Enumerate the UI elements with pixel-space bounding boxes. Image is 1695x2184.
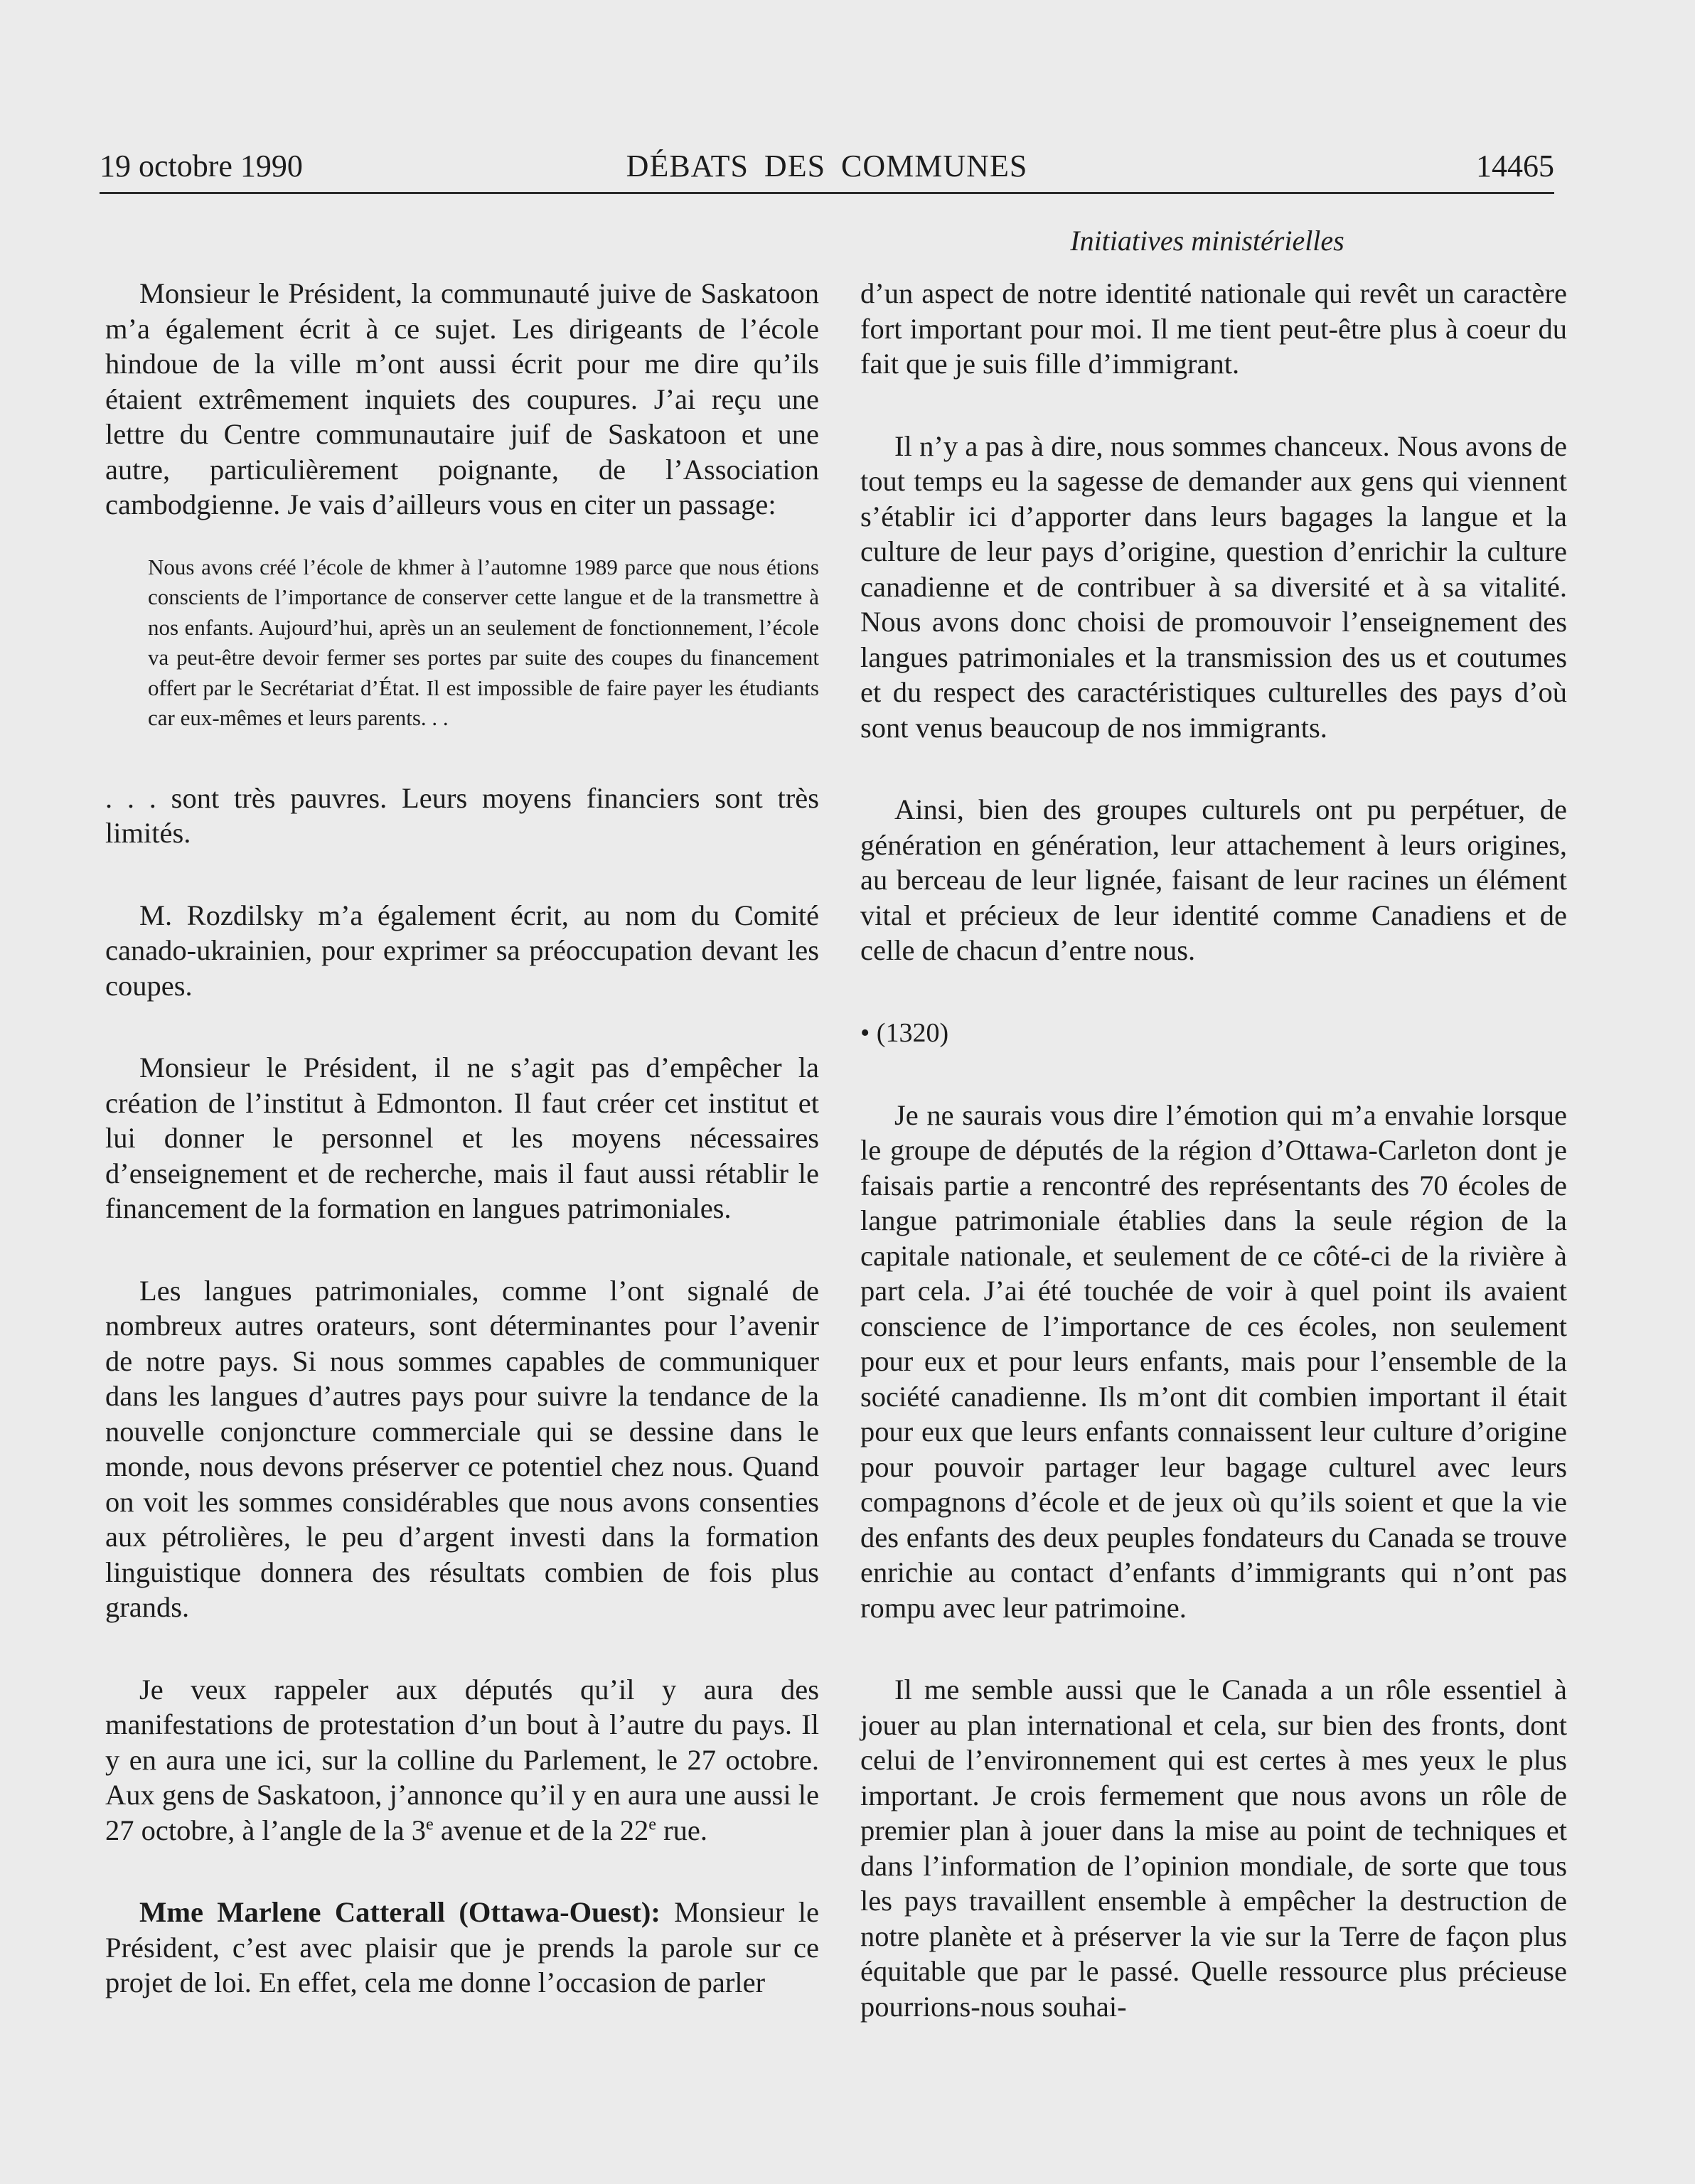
page-header (100, 146, 1554, 194)
header-title: DÉBATS DES COMMUNES (626, 149, 1028, 183)
paragraph: Monsieur le Président, la communauté juive de Saskatoon m’a également écrit à ce sujet. Les dirigeants de l’école hindoue de la ville m’ont aussi écrit pour me dire qu’ils étaient extrêmement inquiets des coupures. J’ai reçu une lettre du Centre communautaire juif de Saskatoon et une autre, particulièrement poignante, de l’Association cambodgienne. Je vais d’ailleurs vous en citer un passage: (105, 277, 819, 520)
paragraph: Je ne saurais vous dire l’émotion qui m’a envahie lorsque le groupe de députés de la région d’Ottawa-Carleton dont je faisais partie a rencontré des représentants des 70 écoles de langue patrimoniale établies dans la seule région de la capitale nationale, et seulement de ce côté-ci de la rivière à part cela. J’ai été touchée de voir à quel point ils avaient conscience de l’importance de ces écoles, non seulement pour eux et pour leurs enfants, mais pour l’ensemble de la société canadienne. Ils m’ont dit combien important il était pour eux que leurs enfants connaissent leur culture d’origine pour pouvoir partager leur bagage culturel avec leurs compagnons d’école et de jeux où qu’ils soient et que la vie des enfants des deux peuples fondateurs du Canada se trouve enrichie au contact d’enfants d’immigrants qui n’ont pas rompu avec leur patrimoine. (860, 1098, 1567, 1624)
superscript: e (425, 1814, 434, 1834)
paragraph-text: avenue et de la 22 (433, 1814, 649, 1846)
left-column (105, 276, 819, 2001)
paragraph: . . . sont très pauvres. Leurs moyens financiers sont très limités. (105, 781, 819, 849)
right-column (860, 276, 1567, 2024)
paragraph: Monsieur le Président, il ne s’agit pas d’empêcher la création de l’institut à Edmonton. Il faut créer cet institut et lui donner le personnel et les moyens nécessaires d’enseignement et de recherche, mais il faut aussi rétablir le financement de la formation en langues patrimoniales. (105, 1051, 819, 1224)
paragraph: Ainsi, bien des groupes culturels ont pu perpétuer, de génération en génération, leur attachement à leurs origines, au berceau de leur lignée, faisant de leur racines un élément vital et précieux de leur identité comme Canadiens et de celle de chacun d’entre nous. (860, 793, 1567, 966)
paragraph: Les langues patrimoniales, comme l’ont signalé de nombreux autres orateurs, sont déterminantes pour l’avenir de notre pays. Si nous sommes capables de communiquer dans les langues d’autres pays pour suivre la tendance de la nouvelle conjoncture commerciale qui se dessine dans le monde, nous devons préserver ce potentiel chez nous. Quand on voit les sommes considérables que nous avons consenties aux pétrolières, le peu d’argent investi dans la formation linguistique donnera des résultats combien de fois plus grands. (105, 1274, 819, 1623)
superscript: e (648, 1814, 657, 1834)
header-date: 19 octobre 1990 (100, 149, 303, 183)
paragraph (105, 1672, 819, 1848)
paragraph: d’un aspect de notre identité nationale qui revêt un caractère fort important pour moi. Il me tient peut-être plus à coeur du fait que je suis fille d’immigrant. (860, 277, 1567, 380)
header-page-number: 14465 (1476, 149, 1554, 183)
block-quote: Nous avons créé l’école de khmer à l’automne 1989 parce que nous étions conscients de l’importance de conserver cette langue et de la transmettre à nos enfants. Aujourd’hui, après un an seulement de fonctionnement, l’école va peut-être devoir fermer ses portes par suite des coupes du financement offert par le Secrétariat d’État. Il est impossible de faire payer les étudiants car eux-mêmes et leurs parents. . . (148, 554, 819, 730)
paragraph (105, 1895, 819, 2001)
speaker-name: Mme Marlene Catterall (Ottawa-Ouest): (139, 1896, 661, 1928)
paragraph-text: Je veux rappeler aux députés qu’il y aura des manifestations de protestation d’un bout à l’autre du pays. Il y en aura une ici, sur la colline du Parlement, le 27 octobre. Aux gens de Saskatoon, j’annonce qu’il y en aura une aussi le 27 octobre, à l’angle de la 3 (105, 1673, 819, 1846)
paragraph-text: Monsieur le Président, c’est avec plaisir que je prends la parole sur ce projet de loi. En effet, cela me donne l’occasion de parler (105, 1896, 820, 1998)
paragraph: Il n’y a pas à dire, nous sommes chanceux. Nous avons de tout temps eu la sagesse de demander aux gens qui viennent s’établir ici d’apporter dans leurs bagages la langue et la culture de leur pays d’origine, question d’enrichir la culture canadienne et de contribuer à sa diversité et à sa vitalité. Nous avons donc choisi de promouvoir l’enseignement des langues patrimoniales et la transmission des us et coutumes et du respect des caractéristiques culturelles des pays d’où sont venus beaucoup de nos immigrants. (860, 429, 1567, 744)
paragraph-text: rue. (656, 1814, 707, 1846)
paragraph: M. Rozdilsky m’a également écrit, au nom du Comité canado-ukrainien, pour exprimer sa préoccupation devant les coupes. (105, 899, 819, 1002)
running-head: Initiatives ministérielles (1070, 225, 1344, 257)
paragraph: Il me semble aussi que le Canada a un rôle essentiel à jouer au plan international et cela, sur bien des fronts, dont celui de l’environnement qui est certes à mes yeux le plus important. Je crois fermement que nous avons un rôle de premier plan à jouer dans la mise au point de techniques et dans l’information de l’opinion mondiale, de sorte que tous les pays travaillent ensemble à empêcher la destruction de notre planète et à préserver la vie sur la Terre de façon plus équitable que par le passé. Quelle ressource plus précieuse pourrions-nous souhai- (860, 1674, 1567, 2023)
time-marker: • (1320) (860, 1017, 949, 1048)
